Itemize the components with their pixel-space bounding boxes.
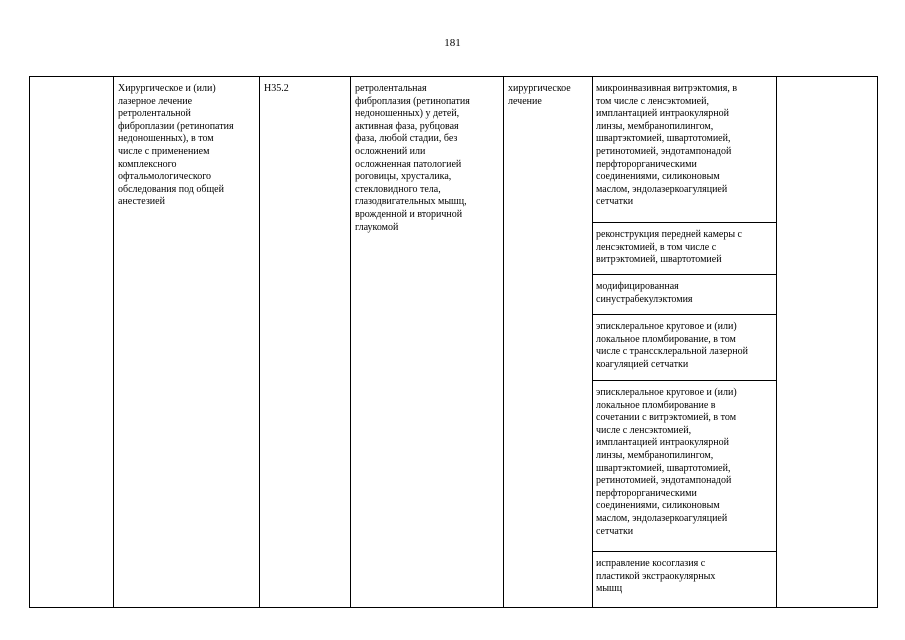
- method-line: исправление косоглазия с: [596, 558, 706, 569]
- profile-cell: [114, 77, 260, 608]
- model-line: глаукомой: [355, 221, 399, 233]
- model-line: недоношенных) у детей,: [355, 108, 460, 120]
- method-line: том числе с ленсэктомией,: [596, 95, 709, 107]
- method-cell: [593, 223, 777, 275]
- method-line: перфторорганическими: [596, 158, 697, 170]
- treatment-type-line: хирургическое: [508, 83, 571, 94]
- method-line: коагуляцией сетчатки: [596, 358, 689, 370]
- model-line: стекловидного тела,: [355, 183, 441, 195]
- model-line: осложнений или: [355, 145, 426, 157]
- treatment-type-cell: [504, 77, 593, 608]
- table-row: [30, 77, 878, 223]
- method-line: ретинотомией, эндотампонадой: [596, 475, 732, 487]
- method-line: пластикой экстраокулярных: [596, 570, 716, 582]
- method-cell: [593, 315, 777, 381]
- model-line: фиброплазия (ретинопатия: [355, 95, 470, 107]
- method-line: модифицированная: [596, 281, 679, 292]
- method-line: имплантацией интраокулярной: [596, 108, 729, 120]
- method-line: имплантацией интраокулярной: [596, 437, 729, 449]
- cost-cell: [777, 77, 878, 608]
- method-line: соединениями, силиконовым: [596, 171, 720, 183]
- method-line: локальное пломбирование, в том: [596, 333, 736, 345]
- profile-line: офтальмологического: [118, 171, 212, 183]
- method-cell: [593, 552, 777, 608]
- profile-line: лазерное лечение: [118, 95, 193, 107]
- page-number: 181: [444, 37, 461, 49]
- number-cell: [30, 77, 114, 608]
- method-line: сочетании с витрэктомией, в том: [596, 412, 737, 424]
- method-line: швартэктомией, швартотомией,: [596, 462, 731, 474]
- model-line: фаза, любой стадии, без: [355, 133, 458, 145]
- profile-line: фиброплазии (ретинопатия: [118, 120, 234, 132]
- profile-line: Хирургическое и (или): [118, 83, 216, 94]
- method-line: перфторорганическими: [596, 487, 697, 499]
- profile-line: анестезией: [118, 196, 165, 208]
- method-line: соединениями, силиконовым: [596, 500, 720, 512]
- method-line: маслом, эндолазеркоагуляцией: [596, 512, 728, 524]
- method-cell: [593, 275, 777, 315]
- model-line: врожденной и вторичной: [355, 208, 463, 220]
- method-line: синустрабекулэктомия: [596, 293, 693, 305]
- profile-line: обследования под общей: [118, 183, 224, 195]
- treatment-type-line: лечение: [508, 95, 542, 107]
- model-line: активная фаза, рубцовая: [355, 120, 459, 132]
- method-line: ретинотомией, эндотампонадой: [596, 145, 732, 157]
- method-line: мышц: [596, 583, 623, 595]
- method-line: реконструкция передней камеры с: [596, 229, 742, 240]
- method-line: числе с транссклеральной лазерной: [596, 346, 748, 358]
- model-line: осложненная патологией: [355, 158, 462, 170]
- patient-model-cell: [351, 77, 504, 608]
- method-line: линзы, мембранопилингом,: [596, 449, 714, 461]
- method-line: маслом, эндолазеркоагуляцией: [596, 183, 728, 195]
- method-line: швартэктомией, швартотомией,: [596, 133, 731, 145]
- method-line: числе с ленсэктомией,: [596, 424, 692, 436]
- method-line: микроинвазивная витрэктомия, в: [596, 83, 738, 94]
- model-line: роговицы, хрусталика,: [355, 171, 452, 183]
- method-cell: [593, 381, 777, 552]
- method-line: линзы, мембранопилингом,: [596, 120, 714, 132]
- method-line: эписклеральное круговое и (или): [596, 321, 737, 332]
- profile-line: числе с применением: [118, 145, 210, 157]
- method-line: локальное пломбирование в: [596, 399, 716, 411]
- method-line: ленсэктомией, в том числе с: [596, 241, 717, 253]
- icd-code: Н35.2: [264, 83, 289, 94]
- profile-line: недоношенных), в том: [118, 133, 214, 145]
- icd-code-cell: [260, 77, 351, 608]
- profile-line: ретролентальной: [118, 108, 191, 120]
- treatment-table: [29, 76, 878, 608]
- profile-line: комплексного: [118, 158, 177, 170]
- method-line: сетчатки: [596, 525, 634, 537]
- method-cell: [593, 77, 777, 223]
- model-line: глазодвигательных мышц,: [355, 196, 467, 208]
- method-line: эписклеральное круговое и (или): [596, 387, 737, 398]
- method-line: сетчатки: [596, 196, 634, 208]
- method-line: витрэктомией, швартотомией: [596, 254, 722, 266]
- model-line: ретролентальная: [355, 83, 427, 94]
